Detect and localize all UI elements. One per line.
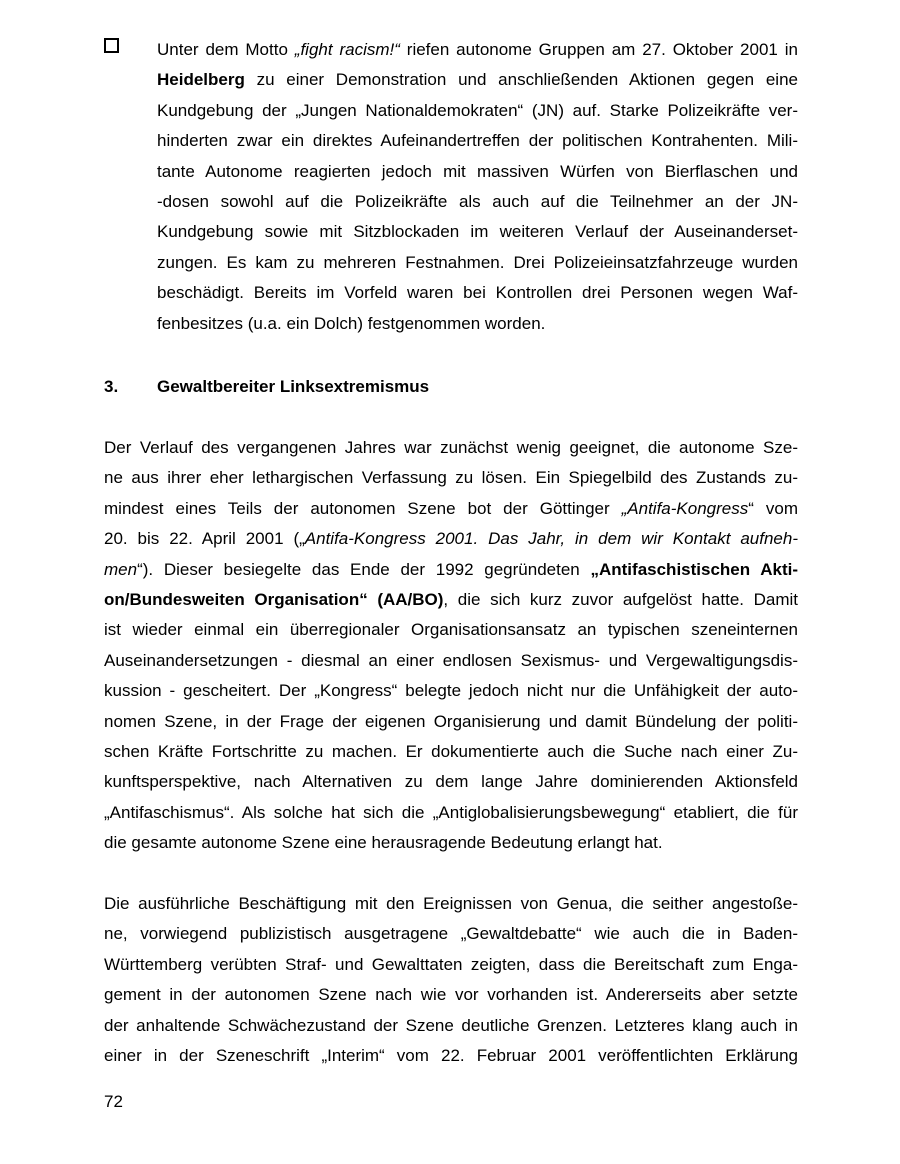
bullet-line-2: Heidelberg zu einer Demonstration und anschließenden Aktionen gegen eine — [157, 70, 798, 90]
paragraph1-line-4: 20. bis 22. April 2001 („Antifa-Kongress 2001. Das Jahr, in dem wir Kontakt aufneh- — [104, 529, 798, 549]
bullet-line-10: fenbesitzes (u.a. ein Dolch) festgenommen worden. — [157, 313, 546, 333]
paragraph1-line-6: on/Bundesweiten Organisation“ (AA/BO), die sich kurz zuvor aufgelöst hatte. Damit — [104, 590, 799, 609]
paragraph1-line-10: nomen Szene, in der Frage der eigenen Organisierung und damit Bündelung der politi- — [104, 711, 798, 731]
bullet-line-5: tante Autonome reagierten jedoch mit massiven Würfen von Bierflaschen und — [157, 161, 798, 181]
paragraph2-line-3: Württemberg verübten Straf- und Gewalttaten zeigten, dass die Bereitschaft zum Enga- — [104, 954, 798, 974]
paragraph2-line-1: Die ausführliche Beschäftigung mit den Ereignissen von Genua, die seither angestoße- — [104, 894, 798, 913]
paragraph1-line-7: ist wieder einmal ein überregionaler Organisationsansatz an typischen szeneinternen — [104, 620, 798, 640]
paragraph1-line-8: Auseinandersetzungen - diesmal an einer endlosen Sexismus- und Vergewaltigungsdis- — [104, 650, 798, 670]
bullet-line-8: zungen. Es kam zu mehreren Festnahmen. Drei Polizeieinsatzfahrzeuge wurden — [157, 252, 798, 272]
bullet-line-4: hinderten zwar ein direktes Aufeinandertreffen der politischen Kontrahenten. Mili- — [157, 131, 798, 151]
page-number: 72 — [104, 1092, 123, 1111]
paragraph1-line-13: „Antifaschismus“. Als solche hat sich die „Antiglobalisierungsbewegung“ etabliert, die für — [104, 802, 798, 822]
bullet-line-1: Unter dem Motto „fight racism!“ riefen autonome Gruppen am 27. Oktober 2001 in — [157, 40, 798, 59]
bullet-line-6: -dosen sowohl auf die Polizeikräfte als auch auf die Teilnehmer an der JN- — [157, 192, 798, 211]
section-number: 3. — [104, 377, 119, 396]
paragraph2-line-5: der anhaltende Schwächezustand der Szene deutliche Grenzen. Letzteres klang auch in — [104, 1015, 798, 1035]
paragraph1-line-12: kunftsperspektive, nach Alternativen zu dem lange Jahre dominierenden Aktionsfeld — [104, 772, 798, 792]
bullet-line-9: beschädigt. Bereits im Vorfeld waren bei Kontrollen drei Personen wegen Waf- — [157, 283, 798, 303]
checkbox-bullet-icon — [104, 38, 119, 53]
bullet-line-3: Kundgebung der „Jungen Nationaldemokraten“ (JN) auf. Starke Polizeikräfte ver- — [157, 100, 798, 120]
paragraph2-line-6: einer in der Szeneschrift „Interim“ vom 22. Februar 2001 veröffentlichten Erklärung — [104, 1046, 798, 1065]
paragraph1-line-1: Der Verlauf des vergangenen Jahres war zunächst wenig geeignet, die autonome Sze- — [104, 438, 798, 457]
section-title: Gewaltbereiter Linksextremismus — [157, 377, 430, 396]
paragraph1-line-9: kussion - gescheitert. Der „Kongress“ belegte jedoch nicht nur die Unfähigkeit der auto- — [104, 681, 798, 701]
paragraph2-line-2: ne, vorwiegend publizistisch ausgetragene „Gewaltdebatte“ wie auch die in Baden- — [104, 924, 798, 944]
paragraph1-line-11: schen Kräfte Fortschritte zu machen. Er dokumentierte auch die Suche nach einer Zu- — [104, 742, 798, 761]
paragraph1-line-2: ne aus ihrer eher lethargischen Verfassung zu lösen. Ein Spiegelbild des Zustands zu- — [104, 468, 798, 488]
paragraph2-line-4: gement in der autonomen Szene nach wie vor vorhanden ist. Andererseits aber setzte — [104, 985, 798, 1005]
paragraph1-line-3: mindest eines Teils der autonomen Szene bot der Göttinger „Antifa-Kongress“ vom — [104, 498, 799, 518]
bullet-line-7: Kundgebung sowie mit Sitzblockaden im weiteren Verlauf der Auseinanderset- — [157, 222, 798, 242]
paragraph1-line-5: men“). Dieser besiegelte das Ende der 1992 gegründeten „Antifaschistischen Akti- — [104, 559, 798, 579]
paragraph1-line-14: die gesamte autonome Szene eine herausragende Bedeutung erlangt hat. — [104, 833, 663, 853]
